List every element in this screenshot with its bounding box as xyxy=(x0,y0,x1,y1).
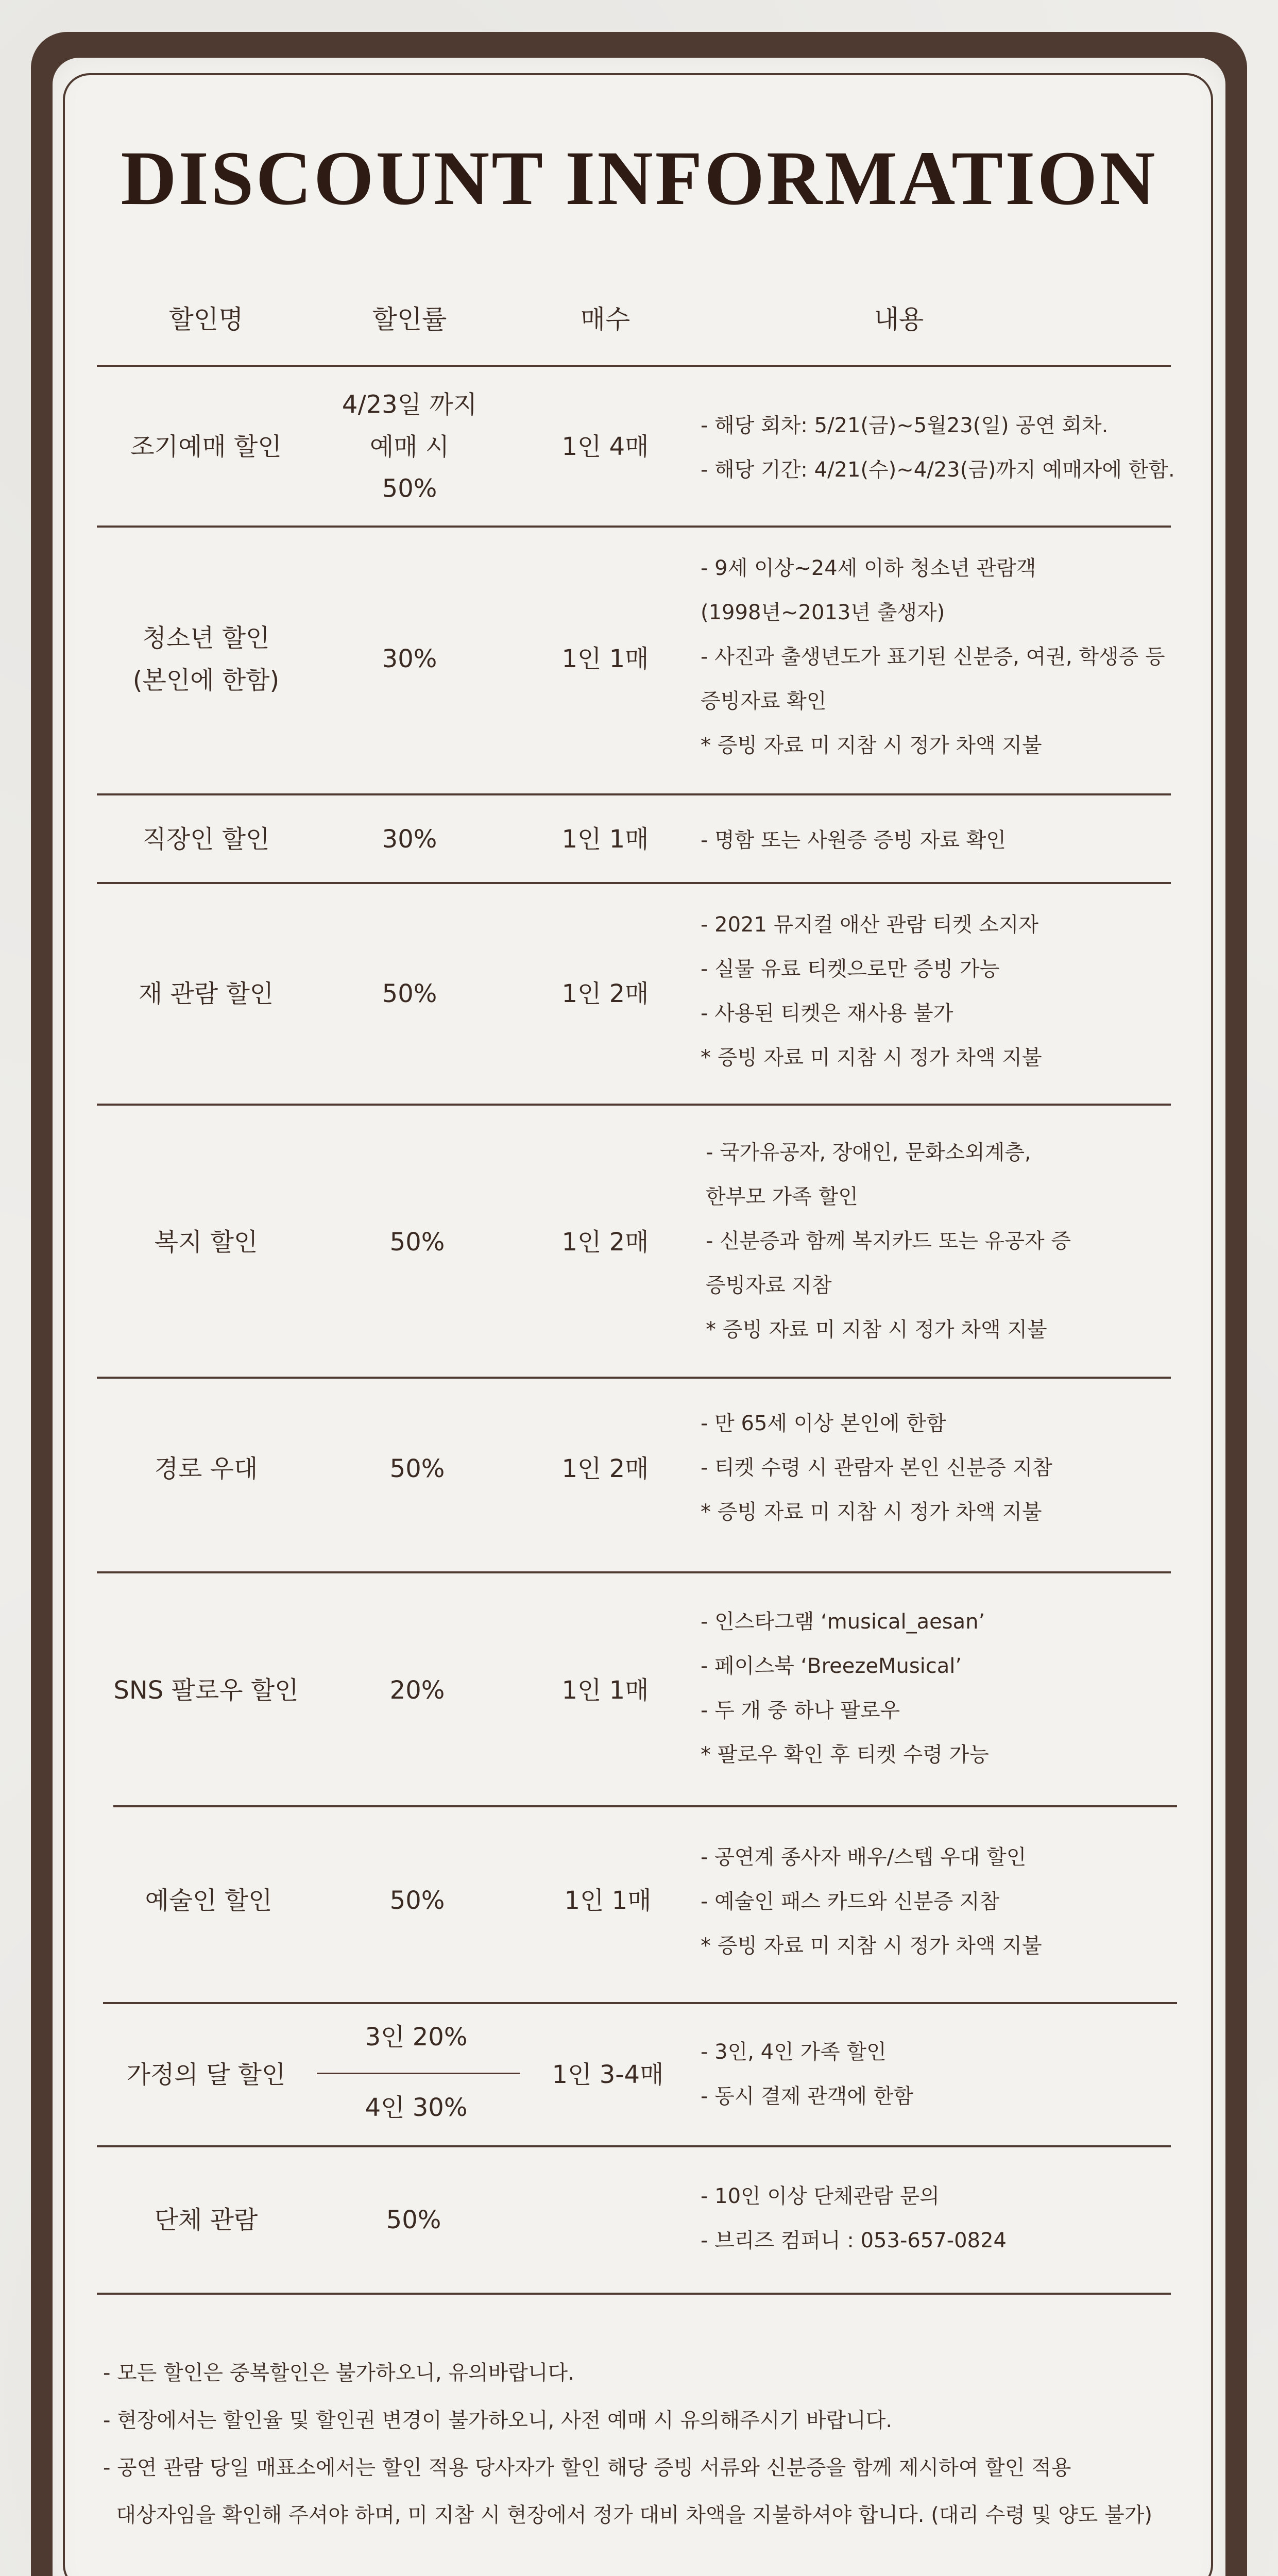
footnote: 대상자임을 확인해 주셔야 하며, 미 지참 시 현장에서 정가 대비 차액을 지불하셔야 합니다. (대리 수령 및 양도 불가) xyxy=(103,2503,1153,2527)
row-divider xyxy=(97,365,1171,367)
row-name: 조기예매 할인 xyxy=(130,432,282,462)
row-name: 복지 할인 xyxy=(154,1228,258,1257)
row-divider xyxy=(97,1571,1171,1573)
row-name: 가정의 달 할인 xyxy=(126,2060,286,2090)
row-rate: 50% xyxy=(389,1886,445,1916)
row-detail: - 인스타그램 ‘musical_aesan’ - 페이스북 ‘BreezeMusical’ - 두 개 중 하나 팔로우 * 팔로우 확인 후 티켓 수령 가능 xyxy=(701,1610,989,1767)
row-divider xyxy=(97,1377,1171,1379)
row-name: 재 관람 할인 xyxy=(138,979,274,1009)
row-qty: 1인 3-4매 xyxy=(552,2060,664,2090)
row-detail: - 만 65세 이상 본인에 한함 - 티켓 수령 시 관람자 본인 신분증 지참 * 증빙 자료 미 지참 시 정가 차액 지불 xyxy=(701,1412,1053,1524)
footnotes xyxy=(103,2349,1152,2539)
footnote: - 현장에서는 할인율 및 할인권 변경이 불가하오니, 사전 예매 시 유의해주시기 바랍니다. xyxy=(103,2409,893,2432)
rate-divider xyxy=(317,2073,520,2074)
header-qty: 매수 xyxy=(580,304,631,334)
row-detail: - 10인 이상 단체관람 문의 - 브리즈 컴퍼니 : 053-657-0824 xyxy=(701,2184,1007,2252)
row-qty: 1인 1매 xyxy=(561,825,649,854)
row-divider xyxy=(103,2002,1177,2004)
row-qty: 1인 2매 xyxy=(561,1228,649,1257)
row-divider xyxy=(97,882,1171,884)
header-name: 할인명 xyxy=(168,304,244,334)
row-name: 직장인 할인 xyxy=(142,825,270,854)
row-divider xyxy=(97,2145,1171,2147)
row-rate: 30% xyxy=(382,825,437,854)
footnote: - 공연 관람 당일 매표소에서는 할인 적용 당사자가 할인 해당 증빙 서류와 신분증을 함께 제시하여 할인 적용 xyxy=(103,2456,1071,2480)
row-name: 단체 관람 xyxy=(154,2206,258,2235)
page-title: DISCOUNT INFORMATION xyxy=(121,135,1157,221)
row-qty: 1인 1매 xyxy=(561,645,649,674)
row-divider xyxy=(113,1805,1177,1807)
row-name: 경로 우대 xyxy=(154,1454,258,1484)
row-detail: - 해당 회차: 5/21(금)~5월23(일) 공연 회차. - 해당 기간: 4/21(수)~4/23(금)까지 예매자에 한함. xyxy=(701,414,1175,482)
row-divider xyxy=(97,793,1171,795)
row-divider xyxy=(97,526,1171,528)
table-header xyxy=(0,299,1278,335)
row-qty: 1인 1매 xyxy=(564,1886,652,1916)
row-detail: - 2021 뮤지컬 애산 관람 티켓 소지자 - 실물 유료 티켓으로만 증빙 가능 - 사용된 티켓은 재사용 불가 * 증빙 자료 미 지참 시 정가 차액 지불 xyxy=(701,913,1042,1070)
row-rate: 50% xyxy=(382,979,437,1009)
row-detail: - 공연계 종사자 배우/스텝 우대 할인 - 예술인 패스 카드와 신분증 지참 * 증빙 자료 미 지참 시 정가 차액 지불 xyxy=(701,1845,1042,1958)
row-name: SNS 팔로우 할인 xyxy=(113,1676,299,1705)
row-detail: - 명함 또는 사원증 증빙 자료 확인 xyxy=(701,828,1007,852)
row-name: 예술인 할인 xyxy=(145,1886,272,1916)
header-rate: 할인률 xyxy=(372,304,447,334)
row-name: 청소년 할인 (본인에 한함) xyxy=(132,623,280,694)
row-rate: 20% xyxy=(389,1676,445,1705)
row-qty: 1인 1매 xyxy=(561,1676,649,1705)
row-detail: - 3인, 4인 가족 할인 - 동시 결제 관객에 한함 xyxy=(701,2040,914,2108)
row-qty: 1인 2매 xyxy=(561,1454,649,1484)
row-detail: - 국가유공자, 장애인, 문화소외계층, 한부모 가족 할인 - 신분증과 함께 복지카드 또는 유공자 증 증빙자료 지참 * 증빙 자료 미 지참 시 정가 차액 지불 xyxy=(706,1141,1071,1342)
row-rate: 30% xyxy=(382,645,437,674)
footnote: - 모든 할인은 중복할인은 불가하오니, 유의바랍니다. xyxy=(103,2361,574,2385)
row-rate-a: 3인 20% xyxy=(365,2023,468,2052)
row-divider xyxy=(97,1104,1171,1106)
row-rate: 50% xyxy=(386,2206,441,2235)
row-rate: 4/23일 까지 예매 시 50% xyxy=(342,390,478,503)
row-rate: 50% xyxy=(389,1228,445,1257)
table-bottom-rule xyxy=(97,2293,1171,2295)
row-rate: 50% xyxy=(389,1454,445,1484)
row-detail: - 9세 이상~24세 이하 청소년 관람객 (1998년~2013년 출생자) - 사진과 출생년도가 표기된 신분증, 여권, 학생증 등 증빙자료 확인 * 증빙 자료 미 지참 시 정가 차액 지불 xyxy=(701,556,1165,757)
header-detail: 내용 xyxy=(874,304,924,334)
row-rate-b: 4인 30% xyxy=(365,2093,468,2123)
row-qty: 1인 2매 xyxy=(561,979,649,1009)
row-qty: 1인 4매 xyxy=(561,432,649,462)
